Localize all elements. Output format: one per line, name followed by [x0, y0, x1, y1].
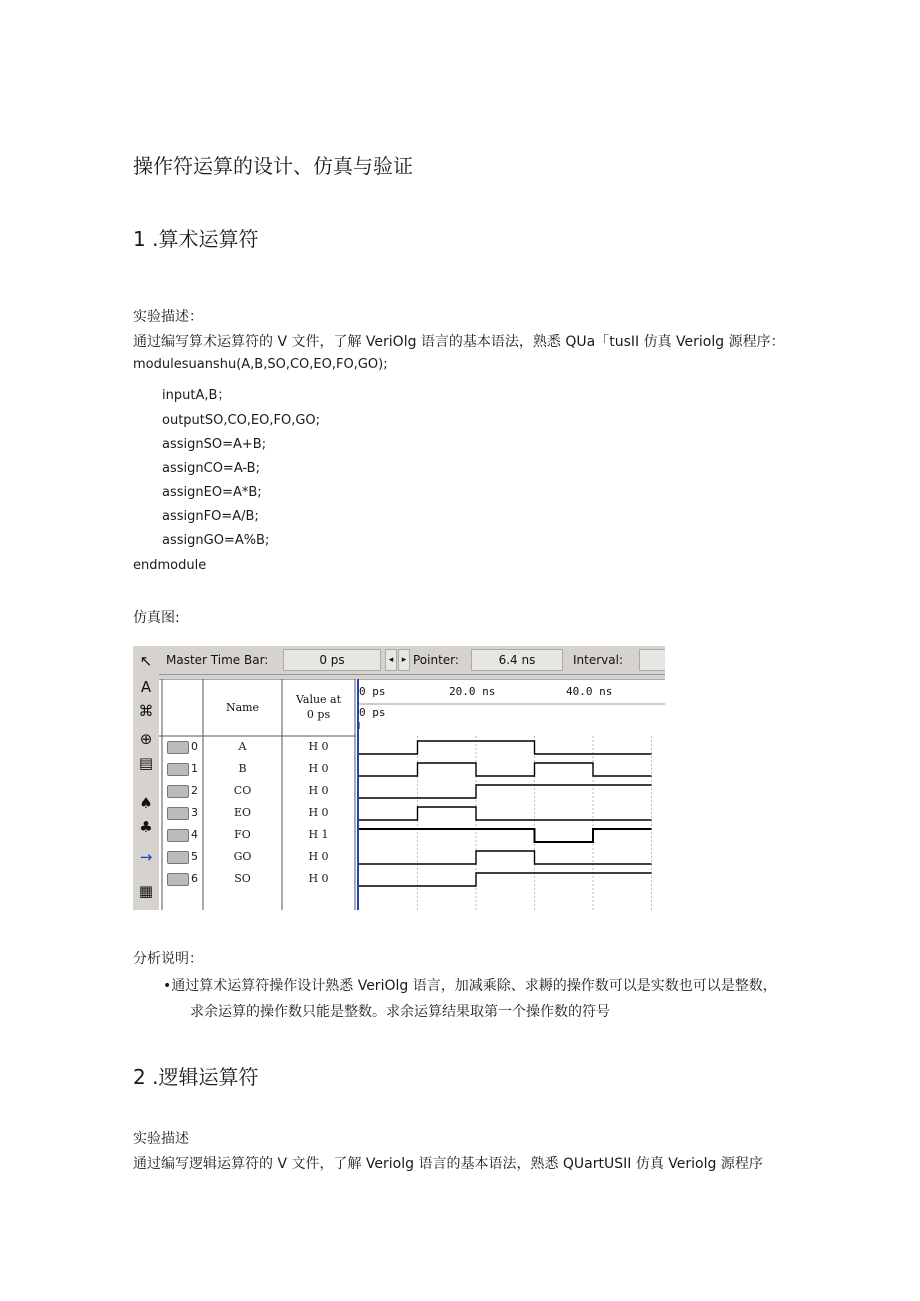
analysis-line-1: •通过算术运算符操作设计熟悉 VeriOlg 语言，加减乘除、求耨的操作数可以是实数也可以是整数，	[163, 978, 777, 994]
signal-name[interactable]: B	[238, 762, 247, 775]
code-line: endmodule	[133, 558, 207, 573]
signal-name[interactable]: EO	[233, 806, 252, 819]
signal-value: H 0	[308, 872, 329, 885]
copy-icon[interactable]: ▤	[138, 754, 154, 772]
section1-desc-label: 实验描述：	[133, 309, 203, 325]
signal-value: H 0	[308, 784, 329, 797]
signal-name[interactable]: GO	[233, 850, 252, 863]
waveform-fo	[359, 829, 652, 842]
time-tick-label: 0 ps	[359, 685, 386, 698]
code-line: assignCO=A-B;	[162, 461, 260, 476]
master-time-value[interactable]: 0 ps	[283, 649, 381, 671]
interval-label: Interval:	[573, 653, 623, 667]
waveform-co	[359, 785, 652, 798]
pointer-value: 6.4 ns	[471, 649, 563, 671]
code-line: assignFO=A/B;	[162, 509, 259, 524]
code-line: assignEO=A*B;	[162, 485, 262, 500]
analysis-line-2: 求余运算的操作数只能是整数。求余运算结果取第一个操作数的符号	[190, 1004, 610, 1020]
time-bar	[159, 646, 665, 675]
signal-index: 4	[191, 828, 198, 841]
signal-value: H 0	[308, 740, 329, 753]
signal-name[interactable]: A	[238, 740, 247, 753]
signal-index: 5	[191, 850, 198, 863]
arrow-right-icon[interactable]: →	[139, 848, 153, 866]
name-column-header: Name	[225, 701, 260, 714]
signal-name[interactable]: SO	[234, 872, 251, 885]
text-tool-icon[interactable]: A	[140, 678, 152, 696]
signal-name[interactable]: FO	[234, 828, 251, 841]
waveform-eo	[359, 807, 652, 820]
signal-name[interactable]: CO	[233, 784, 252, 797]
value-column-header-time: 0 ps	[306, 708, 331, 721]
section1-heading: 1 .算术运算符	[133, 227, 259, 251]
code-line: assignSO=A+B;	[162, 437, 267, 452]
waveform-icon[interactable]: ⌘	[138, 702, 154, 720]
pointer-icon[interactable]: ↖	[139, 652, 153, 670]
section2-desc-text: 通过编写逻辑运算符的 V 文件，了解 Veriolg 语言的基本语法，熟悉 QUartUSII 仿真 Veriolg 源程序	[133, 1156, 763, 1172]
zoom-icon[interactable]: ⊕	[139, 730, 153, 748]
pin-icon	[167, 763, 189, 776]
signal-value: H 0	[308, 806, 329, 819]
pointer-label: Pointer:	[413, 653, 459, 667]
time-cursor-label: 0 ps	[359, 706, 386, 719]
waveform-toolbar	[133, 646, 159, 910]
code-line: inputA,B；	[162, 388, 231, 403]
section2-desc-label: 实验描述	[133, 1131, 189, 1147]
signal-value: H 0	[308, 762, 329, 775]
signal-index: 1	[191, 762, 198, 775]
grid-snap-icon[interactable]: ▦	[138, 882, 154, 900]
waveform-a	[359, 741, 652, 754]
code-line: assignGO=A%B;	[162, 533, 270, 548]
section2-heading: 2 .逻辑运算符	[133, 1065, 259, 1089]
time-tick-label: 40.0 ns	[566, 685, 613, 698]
master-time-bar-label: Master Time Bar:	[166, 653, 269, 667]
pin-icon	[167, 851, 189, 864]
code-line: modulesuanshu(A,B,SO,CO,EO,FO,GO);	[133, 357, 388, 372]
signal-table	[159, 679, 356, 910]
signal-index: 3	[191, 806, 198, 819]
signal-value: H 1	[308, 828, 329, 841]
waveform-go	[359, 851, 652, 864]
signal-grid	[159, 679, 665, 910]
find-icon[interactable]: ♠	[139, 794, 153, 812]
waveform-b	[359, 763, 652, 776]
code-line: outputSO,CO,EO,FO,GO;	[162, 413, 321, 428]
arrow-left-icon[interactable]: ◂	[385, 649, 397, 671]
time-tick-label: 20.0 ns	[449, 685, 496, 698]
signal-index: 6	[191, 872, 198, 885]
analysis-label: 分析说明：	[133, 951, 203, 967]
pin-icon	[167, 873, 189, 886]
waveform-so	[359, 873, 652, 886]
pin-icon	[167, 807, 189, 820]
signal-index: 0	[191, 740, 198, 753]
value-column-header: Value at	[295, 693, 342, 706]
signal-index: 2	[191, 784, 198, 797]
pin-icon	[167, 785, 189, 798]
waveform-editor	[133, 646, 665, 910]
signal-value: H 0	[308, 850, 329, 863]
arrow-right-icon[interactable]: ▸	[398, 649, 410, 671]
waveform-panel	[357, 679, 665, 910]
section1-desc-text: 通过编写算术运算符的 V 文件，了解 VeriOlg 语言的基本语法，熟悉 QUa「tusII 仿真 Veriolg 源程序：	[133, 334, 785, 350]
pin-icon	[167, 829, 189, 842]
find-next-icon[interactable]: ♣	[139, 818, 153, 836]
interval-value	[639, 649, 665, 671]
sim-label: 仿真图:	[133, 610, 180, 626]
page-title: 操作符运算的设计、仿真与验证	[133, 154, 413, 178]
pin-icon	[167, 741, 189, 754]
